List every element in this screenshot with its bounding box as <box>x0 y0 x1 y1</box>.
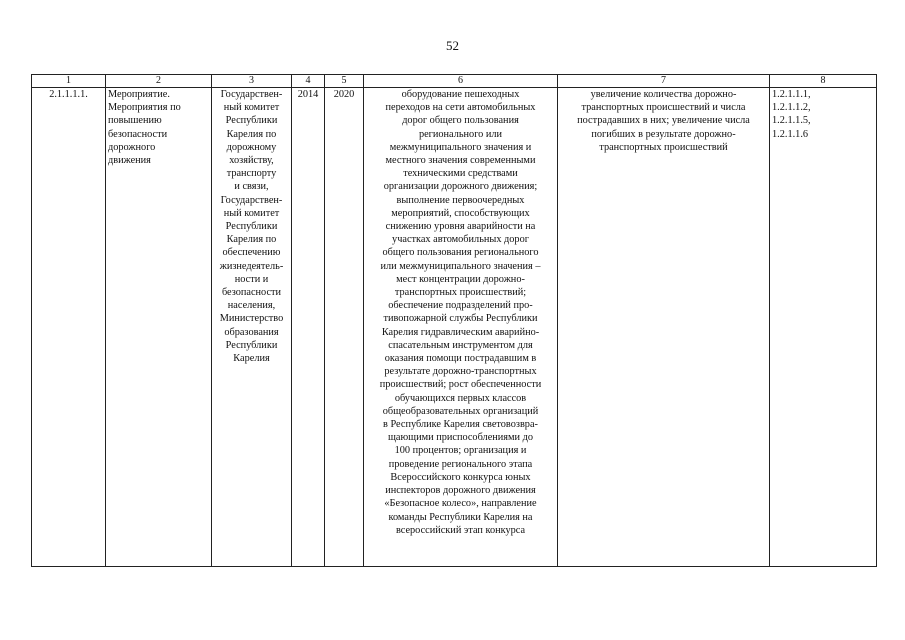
text-line: Республики <box>225 115 278 127</box>
text-line: оказания помощи пострадавшим в <box>384 353 537 365</box>
text-line: пострадавших в них; увеличение числа <box>577 115 750 127</box>
text-line: безопасности <box>221 287 282 299</box>
start-year-cell: 2014 <box>292 88 325 567</box>
program-table <box>31 74 877 567</box>
text-line: Министерство <box>219 313 284 325</box>
text-line: команды Республики Карелия на <box>388 511 533 523</box>
measure-code-cell: 2.1.1.1.1. <box>32 88 106 567</box>
text-line: ный комитет <box>223 102 280 114</box>
text-line: местного значения современными <box>385 155 536 167</box>
text-line: Государствен- <box>220 194 283 206</box>
text-line: снижению уровня аварийности на <box>385 221 536 233</box>
text-line: населения, <box>227 300 276 312</box>
end-year-cell: 2020 <box>325 88 364 567</box>
text-line: происшествий; рост обеспеченности <box>379 379 542 391</box>
column-header: 1 <box>32 75 106 88</box>
text-line: участках автомобильных дорог <box>392 234 529 246</box>
text-line: тивопожарной службы Республики <box>383 313 538 325</box>
table-row <box>32 88 877 567</box>
text-line: в Республике Карелия световозвра- <box>383 419 538 431</box>
text-line: Карелия <box>233 353 270 365</box>
table-header-row <box>32 75 877 88</box>
text-line: 1.2.1.1.6 <box>772 128 809 140</box>
text-line: Республики <box>225 221 278 233</box>
text-line: дорог общего пользования <box>402 115 519 127</box>
text-line: транспортных происшествий; <box>394 287 527 299</box>
column-header: 4 <box>292 75 325 88</box>
text-line: Мероприятие. <box>108 89 170 100</box>
executor-cell <box>212 88 292 567</box>
text-line: обеспечению <box>222 247 281 259</box>
consequences-cell <box>558 88 770 567</box>
text-line: 1.2.1.1.5, <box>772 115 811 127</box>
text-line: безопасности <box>108 128 168 140</box>
text-line: инспекторов дорожного движения <box>385 485 536 497</box>
text-line: Карелия гидравлическим аварийно- <box>381 326 540 338</box>
text-line: 1.2.1.1.2, <box>772 102 811 114</box>
text-line: «Безопасное колесо», направление <box>384 498 537 510</box>
text-line: хозяйству, <box>229 155 274 167</box>
text-line: оборудование пешеходных <box>401 89 520 100</box>
text-line: транспорту <box>226 168 277 180</box>
text-line: межмуниципального значения и <box>389 141 532 153</box>
text-line: образования <box>224 326 279 338</box>
text-line: 100 процентов; организация и <box>394 445 527 457</box>
column-header: 2 <box>106 75 212 88</box>
text-line: общего пользования регионального <box>382 247 539 259</box>
text-line: 1.2.1.1.1, <box>772 89 811 100</box>
text-line: движения <box>108 155 151 167</box>
expected-result-cell <box>364 88 558 567</box>
text-line: мероприятий, способствующих <box>391 207 530 219</box>
text-line: Государствен- <box>220 89 283 100</box>
column-header: 6 <box>364 75 558 88</box>
column-header: 3 <box>212 75 292 88</box>
text-line: и связи, <box>234 181 269 193</box>
page-number: 52 <box>446 38 459 53</box>
text-line: ности и <box>234 273 269 285</box>
text-line: Всероссийского конкурса юных <box>390 471 531 483</box>
text-line: организации дорожного движения; <box>383 181 538 193</box>
text-line: Карелия по <box>226 234 277 246</box>
text-line: транспортных происшествий <box>599 141 728 153</box>
text-line: проведение регионального этапа <box>388 458 533 470</box>
text-line: обеспечение подразделений про- <box>388 300 533 312</box>
text-line: обучающихся первых классов <box>394 392 527 404</box>
text-line: Республики <box>225 339 278 351</box>
text-line: спасательным инструментом для <box>388 339 533 351</box>
text-line: Мероприятия по <box>108 102 181 114</box>
text-line: Карелия по <box>226 128 277 140</box>
text-line: повышению <box>108 115 162 127</box>
text-line: общеобразовательных организаций <box>382 405 539 417</box>
indicators-cell <box>770 88 877 567</box>
text-line: погибших в результате дорожно- <box>591 128 736 140</box>
text-line: дорожного <box>108 141 156 153</box>
text-line: щающими приспособлениями до <box>387 432 534 444</box>
text-line: ный комитет <box>223 207 280 219</box>
text-line: результате дорожно-транспортных <box>384 366 537 378</box>
text-line: мест концентрации дорожно- <box>396 273 525 285</box>
text-line: выполнение первоочередных <box>396 194 525 206</box>
text-line: увеличение количества дорожно- <box>590 89 737 100</box>
text-line: переходов на сети автомобильных <box>385 102 536 114</box>
text-line: дорожному <box>226 141 277 153</box>
measure-name-cell <box>106 88 212 567</box>
text-line: жизнедеятель- <box>219 260 284 272</box>
column-header: 5 <box>325 75 364 88</box>
text-line: транспортных происшествий и числа <box>581 102 746 114</box>
text-line: регионального или <box>418 128 503 140</box>
column-header: 8 <box>770 75 877 88</box>
text-line: или межмуниципального значения – <box>380 260 541 272</box>
text-line: всероссийский этап конкурса <box>395 524 526 536</box>
column-header: 7 <box>558 75 770 88</box>
text-line: техническими средствами <box>403 168 518 180</box>
